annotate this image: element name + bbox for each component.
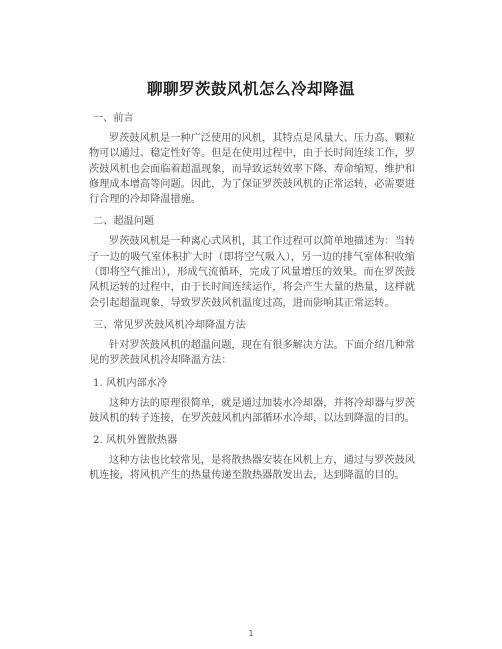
section-paragraph-water-cooling: 这种方法的原理很简单，就是通过加装水冷却器，并将冷却器与罗茨鼓风机的转子连接，在罗茨鼓风机内部循环水冷却，以达到降温的目的。 (89, 397, 415, 424)
section-paragraph-methods: 针对罗茨鼓风机的超温问题，现在有很多解决方法。下面介绍几种常见的罗茨鼓风机冷却降温方法： (89, 339, 415, 367)
section-paragraph-radiator: 这种方法也比较常见，是将散热器安装在风机上方，通过与罗茨鼓风机连接，将风机产生的热量传递至散热器散发出去，达到降温的目的。 (89, 455, 415, 482)
page-title: 聊聊罗茨鼓风机怎么冷却降温 (146, 80, 355, 98)
page-number: 1 (248, 629, 254, 638)
section-paragraph-overheating: 罗茨鼓风机是一种离心式风机，其工作过程可以简单地描述为：当转子一边的吸气室体积扩大时（即将空气吸入），另一边的排气室体积收缩（即将空气推出），形成气流循环，完成了风量增压的效果。而在罗茨鼓风机运转的过程中，由于长时间连续运作，将会产生大量的热量，这样就会引起超温现象，导致罗茨鼓风机温度过高，进而影响其正常运转。 (89, 236, 415, 309)
section-heading-overheating: 二、超温问题 (93, 216, 155, 228)
section-heading-preface: 一、前言 (93, 113, 134, 124)
section-heading-radiator: 2. 风机外置散热器 (93, 435, 178, 447)
document-body (89, 112, 415, 484)
section-paragraph-preface: 罗茨鼓风机是一种广泛使用的风机，其特点是风量大、压力高、颗粒物可以通过、稳定性好等。但是在使用过程中，由于长时间连续工作，罗茨鼓风机也会面临着超温现象，而导致运转效率下降、寿命缩短、维护和修理成本增高等问题。因此，为了保证罗茨鼓风机的正常运转，必需要进行合理的冷却降温措施。 (89, 133, 415, 206)
section-heading-methods: 三、常见罗茨鼓风机冷却降温方法 (93, 319, 246, 331)
section-heading-water-cooling: 1. 风机内部水冷 (93, 377, 168, 389)
